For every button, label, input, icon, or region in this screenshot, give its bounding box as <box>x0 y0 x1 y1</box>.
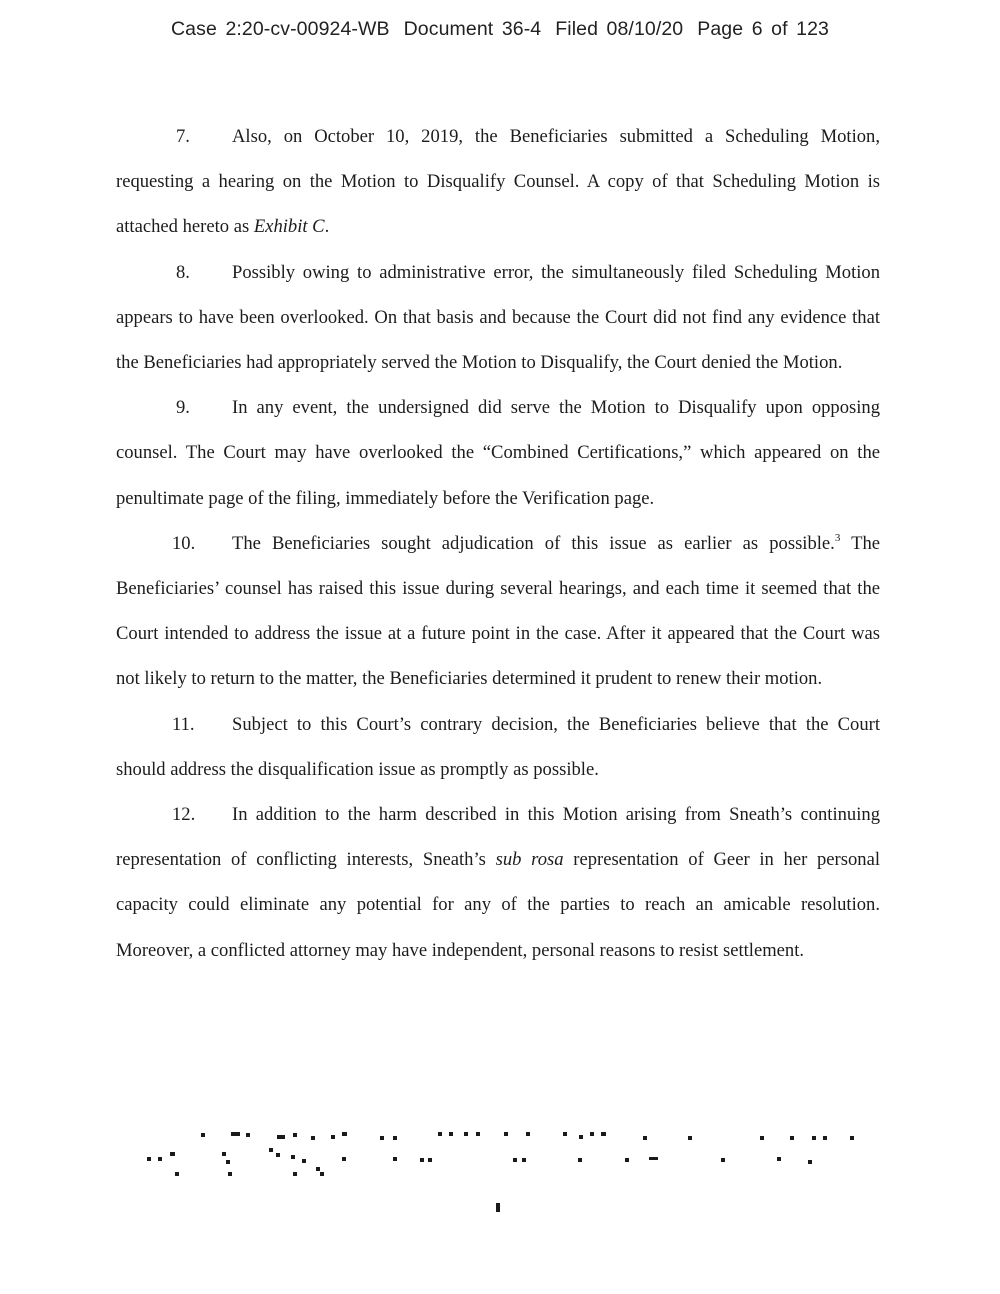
paragraph-text: In any event, the undersigned did serve the Motion to Disqualify upon opposing counsel. The Court may have overlooked the “Combined Certifications,” which appeared on the penultimate page of the filing, immediately before the Verification page. <box>116 397 880 509</box>
paragraph-number: 10. <box>172 532 196 554</box>
paragraph-number: 11. <box>172 713 195 735</box>
paragraph-10 <box>116 521 880 702</box>
paragraph-number: 7. <box>176 126 190 147</box>
paragraph-12 <box>116 792 880 973</box>
text-segment: In addition to the harm described in this Motion arising from Sneath’s continuing representation of conflicting interests, Sneath’s <box>116 804 880 871</box>
text-segment: Also, on October 10, 2019, the Beneficiaries submitted a Scheduling Motion, requesting a hearing on the Motion to Disqualify Counsel. A copy of that Scheduling Motion is attached hereto as <box>116 126 880 238</box>
paragraph-text: Subject to this Court’s contrary decision, the Beneficiaries believe that the Court should address the disqualification issue as promptly as possible. <box>116 713 880 780</box>
document-body <box>116 114 880 973</box>
text-segment: The Beneficiaries sought adjudication of this issue as earlier as possible. <box>232 532 835 554</box>
text-segment: The Beneficiaries’ counsel has raised this issue during several hearings, and each time it seemed that the Court intended to address the issue at a future point in the case. After it appeared that the Court was not likely to return to the matter, the Beneficiaries determined it prudent to renew their motion. <box>116 532 880 690</box>
exhibit-reference: Exhibit C <box>253 216 325 238</box>
paragraph-number: 12. <box>172 804 196 826</box>
footnote-reference: 3 <box>834 531 841 544</box>
paragraph-text: Possibly owing to administrative error, the simultaneously filed Scheduling Motion appears to have been overlooked. On that basis and because the Court did not find any evidence that the Beneficiaries had appropriately served the Motion to Disqualify, the Court denied the Motion. <box>116 261 880 374</box>
paragraph-11 <box>116 702 880 792</box>
header-case-number: Case 2:20-cv-00924-WB <box>171 18 390 40</box>
text-segment: representation of Geer in her personal capacity could eliminate any potential for any of the parties to reach an amicable resolution. Moreover, a conflicted attorney may have independent, personal reasons to resist settlement. <box>116 849 880 961</box>
paragraph-7 <box>116 114 880 250</box>
header-page-number: Page 6 of 123 <box>697 18 829 40</box>
case-header <box>0 18 1000 41</box>
paragraph-number: 8. <box>176 261 190 283</box>
paragraph-number: 9. <box>176 397 190 419</box>
paragraph-9 <box>116 385 880 521</box>
header-filed-date: Filed 08/10/20 <box>555 18 684 40</box>
paragraph-8 <box>116 250 880 386</box>
italic-phrase: sub rosa <box>495 849 564 871</box>
text-segment: . <box>324 216 330 238</box>
header-document-number: Document 36-4 <box>403 18 542 40</box>
